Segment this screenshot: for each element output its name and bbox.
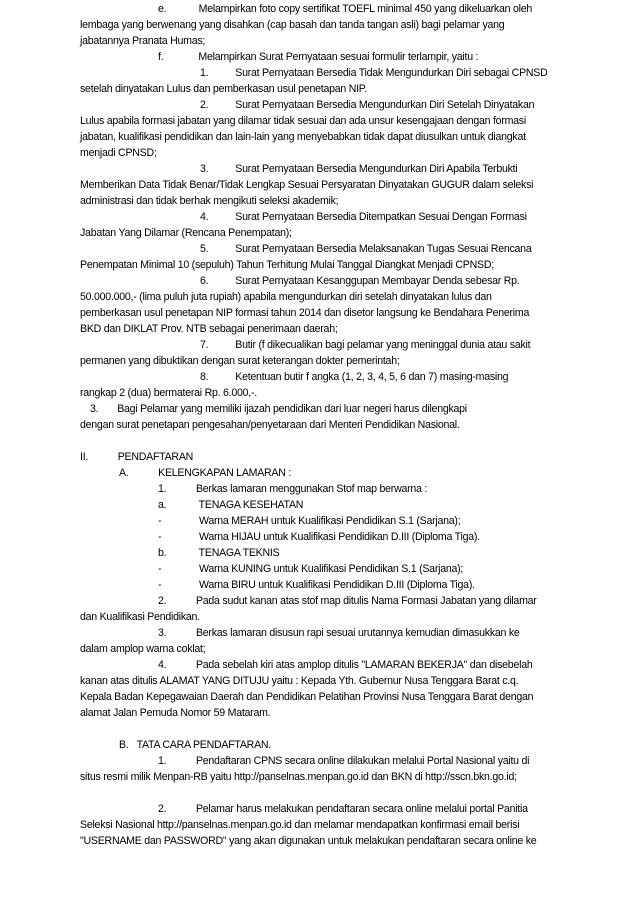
document-line: 4. Surat Pernyataan Bersedia Ditempatkan Sesuai Dengan Formasi [200, 211, 527, 223]
document-line: situs resmi milik Menpan-RB yaitu http://panselnas.menpan.go.id dan BKN di http://sscn.bkn.go.id; [80, 771, 517, 783]
document-line: Lulus apabila formasi jabatan yang dilamar tidak sesuai dan ada unsur kesengajaan dengan formasi [80, 115, 526, 127]
document-line: Kepala Badan Kepegawaian Daerah dan Pendidikan Pelatihan Provinsi Nusa Tenggara Barat dengan [80, 691, 534, 703]
document-line: 2. Surat Pernyataan Bersedia Mengundurkan Diri Setelah Dinyatakan [200, 99, 535, 111]
document-line: 3. Berkas lamaran disusun rapi sesuai urutannya kemudian dimasukkan ke [158, 627, 520, 639]
document-line: kanan atas ditulis ALAMAT YANG DITUJU yaitu : Kepada Yth. Gubernur Nusa Tenggara Barat c.q. [80, 675, 519, 687]
document-line: 5. Surat Pernyataan Bersedia Melaksanakan Tugas Sesuai Rencana [200, 243, 532, 255]
document-line: - Warna BIRU untuk Kualifikasi Pendidikan D.III (Diploma Tiga). [158, 579, 475, 591]
document-line: alamat Jalan Pemuda Nomor 59 Mataram. [80, 707, 271, 719]
document-line: jabatannya Pranata Humas; [80, 35, 206, 47]
document-line: - Warna HIJAU untuk Kualifikasi Pendidikan D.III (Diploma Tiga). [158, 531, 480, 543]
document-line: - Warna MERAH untuk Kualifikasi Pendidikan S.1 (Sarjana); [158, 515, 461, 527]
document-line: setelah dinyatakan Lulus dan pemberkasan usul penetapan NIP. [80, 83, 367, 95]
document-line: menjadi CPNSD; [80, 147, 157, 159]
document-line: 3. Bagi Pelamar yang memiliki ijazah pendidikan dari luar negeri harus dilengkapi [90, 403, 467, 415]
document-line: 2. Pelamar harus melakukan pendaftaran secara online melalui portal Panitia [158, 803, 528, 815]
document-line: e. Melampirkan foto copy sertifikat TOEFL minimal 450 yang dikeluarkan oleh [158, 3, 532, 15]
document-line: dengan surat penetapan pengesahan/penyetaraan dari Menteri Pendidikan Nasional. [80, 419, 460, 431]
document-line: "USERNAME dan PASSWORD" yang akan digunakan untuk melakukan pendaftaran secara online ke [80, 835, 537, 847]
document-line: Memberikan Data Tidak Benar/Tidak Lengkap Sesuai Persyaratan Dinyatakan GUGUR dalam seleksi [80, 179, 534, 191]
document-line: 4. Pada sebelah kiri atas amplop ditulis "LAMARAN BEKERJA" dan disebelah [158, 659, 533, 671]
document-line: B. TATA CARA PENDAFTARAN. [119, 739, 271, 751]
document-line: Seleksi Nasional http://panselnas.menpan.go.id dan melamar mendapatkan konfirmasi email berisi [80, 819, 520, 831]
document-line: 8. Ketentuan butir f angka (1, 2, 3, 4, 5, 6 dan 7) masing-masing [200, 371, 509, 383]
document-line: dan Kualifikasi Pendidikan. [80, 611, 200, 623]
document-line: 7. Butir (f dikecualikan bagi pelamar yang meninggal dunia atau sakit [200, 339, 531, 351]
document-line: dalam amplop warna coklat; [80, 643, 206, 655]
document-line: 1. Surat Pernyataan Bersedia Tidak Mengundurkan Diri sebagai CPNSD [200, 67, 548, 79]
document-line: Jabatan Yang Dilamar (Rencana Penempatan); [80, 227, 292, 239]
document-line: 1. Berkas lamaran menggunakan Stof map berwarna : [158, 483, 428, 495]
document-line: jabatan, kualifikasi pendidikan dan lain-lain yang menyebabkan tidak dapat diusulkan untuk diangkat [80, 131, 526, 143]
document-line: pemberkasan usul penetapan NIP formasi tahun 2014 dan disetor langsung ke Bendahara Penerima [80, 307, 530, 319]
document-line: 1. Pendaftaran CPNS secara online dilakukan melalui Portal Nasional yaitu di [158, 755, 530, 767]
document-line: BKD dan DIKLAT Prov. NTB sebagai penerimaan daerah; [80, 323, 338, 335]
document-line: a. TENAGA KESEHATAN [158, 499, 304, 511]
document-line: b. TENAGA TEKNIS [158, 547, 280, 559]
document-line: 2. Pada sudut kanan atas stof map ditulis Nama Formasi Jabatan yang dilamar [158, 595, 537, 607]
document-line: lembaga yang berwenang yang disahkan (cap basah dan tanda tangan asli) bagi pelamar yang [80, 19, 505, 31]
document-line: f. Melampirkan Surat Pernyataan sesuai formulir terlampir, yaitu : [158, 51, 479, 63]
document-line: II. PENDAFTARAN [80, 451, 194, 463]
document-line: A. KELENGKAPAN LAMARAN : [119, 467, 292, 479]
document-line: Penempatan Minimal 10 (sepuluh) Tahun Terhitung Mulai Tanggal Diangkat Menjadi CPNSD; [80, 259, 494, 271]
document-line: administrasi dan tidak berhak mengikuti seleksi akademik; [80, 195, 339, 207]
document-line: 50.000.000,- (lima puluh juta rupiah) apabila mengundurkan diri setelah dinyatakan lulus dan [80, 291, 492, 303]
document-line: permanen yang dibuktikan dengan surat keterangan dokter pemerintah; [80, 355, 400, 367]
document-line: 6. Surat Pernyataan Kesanggupan Membayar Denda sebesar Rp. [200, 275, 520, 287]
document-line: rangkap 2 (dua) bermaterai Rp. 6.000,-. [80, 387, 257, 399]
document-line: 3. Surat Pernyataan Bersedia Mengundurkan Diri Apabila Terbukti [200, 163, 518, 175]
document-line: - Warna KUNING untuk Kualifikasi Pendidikan S.1 (Sarjana); [158, 563, 464, 575]
